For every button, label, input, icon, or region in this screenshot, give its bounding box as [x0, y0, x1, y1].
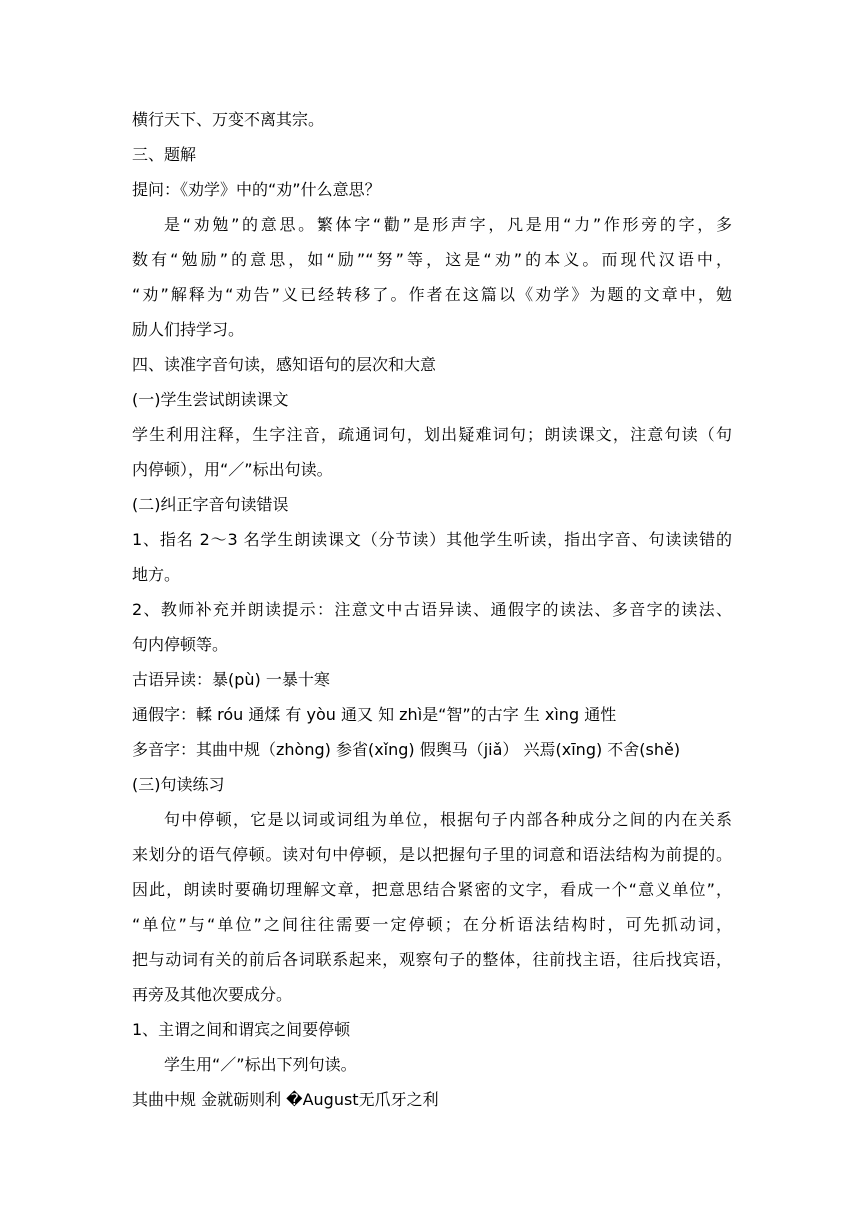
subheading-1: (一)学生尝试朗读课文 — [132, 390, 289, 409]
paragraph-line: 来划分的语气停顿。读对句中停顿，是以把握句子里的词意和语法结构为前提的。 — [132, 845, 732, 864]
paragraph-line: “劝”解释为“劝告”义已经转移了。作者在这篇以《劝学》为题的文章中，勉 — [132, 285, 732, 304]
paragraph-line: 学生利用注释，生字注音，疏通词句，划出疑难词句；朗读课文，注意句读（句 — [132, 425, 732, 444]
paragraph-line: 励人们持学习。 — [132, 320, 245, 339]
paragraph-line: 句中停顿，它是以词或词组为单位，根据句子内部各种成分之间的内在关系 — [164, 810, 732, 829]
subheading-3: (三)句读练习 — [132, 775, 225, 794]
pronunciation-line: 多音字：其曲中规（zhòng) 参省(xǐng) 假舆马（jiǎ） 兴焉(xīng) 不舍(shě) — [132, 740, 681, 759]
pronunciation-line: 古语异读：暴(pù) 一暴十寒 — [132, 670, 330, 689]
list-item-1: 1、指名 2～3 名学生朗读课文（分节读）其他学生听读，指出字音、句读读错的 — [132, 530, 732, 549]
exercise-sentences: 其曲中规 金就砺则利 �August无爪牙之利 — [132, 1090, 439, 1109]
paragraph-line: “单位”与“单位”之间往往需要一定停顿；在分析语法结构时，可先抓动词， — [132, 915, 732, 934]
paragraph-line: 数有“勉励”的意思，如“励”“努”等，这是“劝”的本义。而现代汉语中， — [132, 250, 732, 269]
subheading-2: (二)纠正字音句读错误 — [132, 495, 289, 514]
list-item-1-cont: 地方。 — [132, 565, 181, 584]
paragraph-line: 内停顿），用“／”标出句读。 — [132, 460, 333, 479]
exercise-heading: 1、主谓之间和谓宾之间要停顿 — [132, 1020, 351, 1039]
list-item-2-cont: 句内停顿等。 — [132, 635, 229, 654]
text-line-1: 横行天下、万变不离其宗。 — [132, 110, 325, 129]
section-heading-4: 四、读准字音句读，感知语句的层次和大意 — [132, 355, 437, 374]
paragraph-line: 因此，朗读时要确切理解文章，把意思结合紧密的文字，看成一个“意义单位”， — [132, 880, 732, 899]
exercise-instruction: 学生用“／”标出下列句读。 — [164, 1055, 357, 1074]
paragraph-line: 把与动词有关的前后各词联系起来，观察句子的整体，往前找主语，往后找宾语， — [132, 950, 732, 969]
section-heading-3: 三、题解 — [132, 145, 197, 164]
paragraph-line: 再旁及其他次要成分。 — [132, 985, 293, 1004]
paragraph-line: 是“劝勉”的意思。繁体字“勸”是形声字，凡是用“力”作形旁的字，多 — [164, 215, 732, 234]
pronunciation-line: 通假字：輮 róu 通煣 有 yòu 通又 知 zhì是“智”的古字 生 xìng 通性 — [132, 705, 617, 724]
list-item-2: 2、教师补充并朗读提示：注意文中古语异读、通假字的读法、多音字的读法、 — [132, 600, 732, 619]
question-line: 提问：《劝学》中的“劝”什么意思？ — [132, 180, 381, 199]
